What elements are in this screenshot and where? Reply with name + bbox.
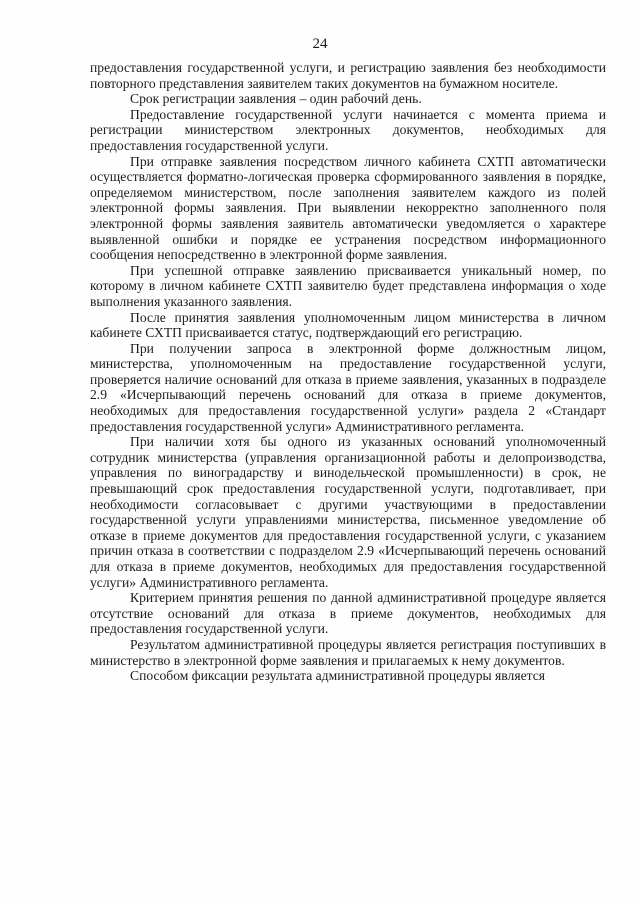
paragraph-status: После принятия заявления уполномоченным лицом министерства в личном кабинете СХТП присваивается статус, подтверждающий его регистрацию. — [90, 309, 606, 341]
paragraph-refusal-grounds-check: При получении запроса в электронной форме должностным лицом, министерства, уполномоченным на предоставление государственной услуги, проверяется наличие оснований для отказа в приеме заявления, указанных в подразделе 2.9 «Исчерпывающий перечень оснований для отказа в приеме документов, необходимых для предоставления государственной услуги» раздела 2 «Стандарт предоставления государственной услуги» Административного регламента. — [90, 340, 606, 434]
paragraph-refusal-notice: При наличии хотя бы одного из указанных оснований уполномоченный сотрудник министерства (управления организационной работы и делопроизводства, управления по виноградарству и винодельческой промышленности) в срок, не превышающий срок предоставления государственной услуги, подготавливает, при необходимости согласовывает с другими участвующими в предоставлении государственной услуги управлениями министерства, письменное уведомление об отказе в приеме документов для предоставления государственной услуги, с указанием причин отказа в соответствии с подразделом 2.9 «Исчерпывающий перечень оснований для отказа в приеме документов, необходимых для предоставления государственной услуги» Административного регламента. — [90, 434, 606, 590]
paragraph-decision-criterion: Критерием принятия решения по данной административной процедуре является отсутствие оснований для отказа в приеме документов, необходимых для предоставления государственной услуги. — [90, 590, 606, 637]
page-number: 24 — [312, 36, 328, 52]
paragraph-procedure-result: Результатом административной процедуры является регистрация поступивших в министерство в электронной форме заявления и прилагаемых к нему документов. — [90, 636, 606, 668]
paragraph-service-start: Предоставление государственной услуги начинается с момента приема и регистрации министерством электронных документов, необходимых для предоставления государственной услуги. — [90, 106, 606, 153]
paragraph-unique-number: При успешной отправке заявлению присваивается уникальный номер, по которому в личном кабинете СХТП заявителю будет представлена информация о ходе выполнения указанного заявления. — [90, 262, 606, 309]
paragraph-registration-term: Срок регистрации заявления – один рабочий день. — [130, 91, 422, 107]
paragraph-format-check: При отправке заявления посредством личного кабинета СХТП автоматически осуществляется форматно-логическая проверка сформированного заявления в порядке, определяемом министерством, после заполнения заявителем каждого из полей электронной формы заявления. При выявлении некорректно заполненного поля электронной формы заявления заявитель автоматически уведомляется о характере выявленной ошибки и порядке ее устранения посредством информационного сообщения непосредственно в электронной форме заявления. — [90, 153, 606, 263]
document-body — [90, 60, 606, 684]
paragraph-result-fixation: Способом фиксации результата административной процедуры является — [130, 668, 546, 684]
paragraph-continuation: предоставления государственной услуги, и регистрацию заявления без необходимости повторного представления заявителем таких документов на бумажном носителе. — [90, 60, 606, 91]
